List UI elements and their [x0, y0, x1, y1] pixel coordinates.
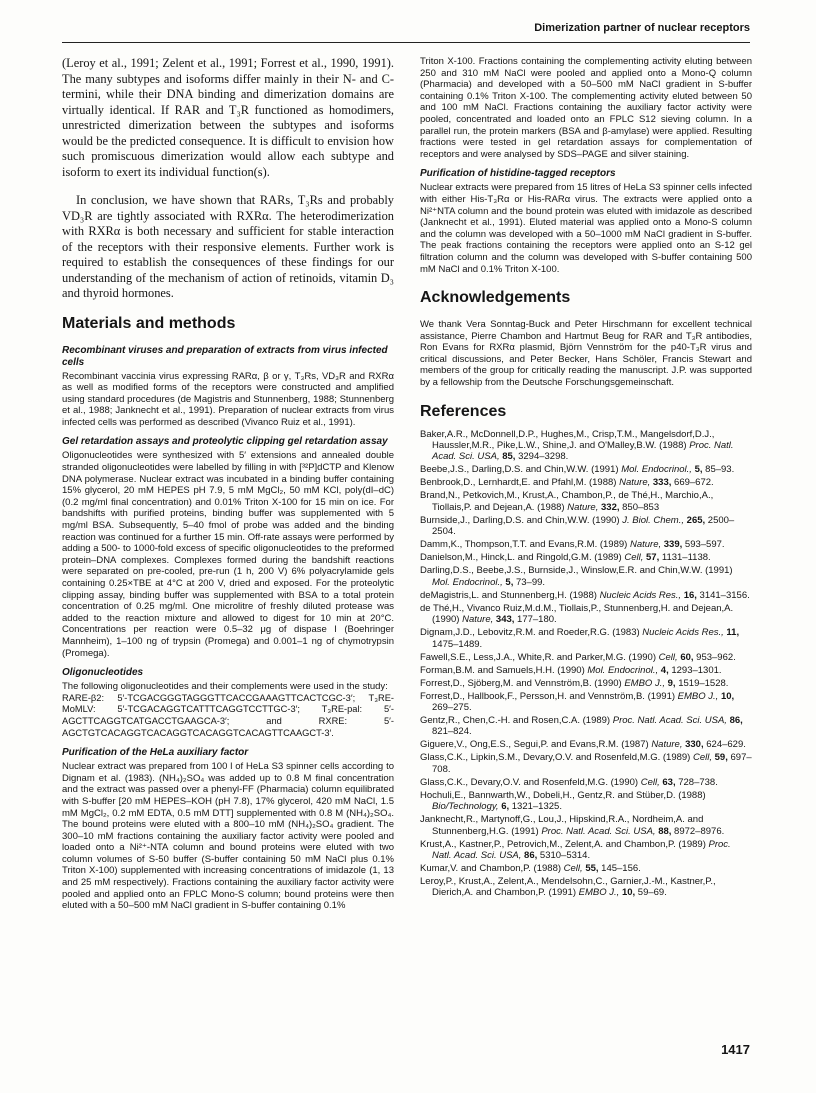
oligonucleotides-heading: Oligonucleotides: [62, 667, 144, 679]
ref-pages: 85–93.: [705, 464, 735, 476]
ref-pages: 697–708.: [432, 752, 752, 775]
ref-journal: Proc. Natl. Acad. Sci. USA,: [612, 714, 727, 726]
ref-authors: Burnside,J., Darling,D.S. and Chin,W.W. (1990): [420, 514, 620, 526]
methods-heading: Materials and methods: [62, 314, 236, 332]
oligo-rare-b2: RARE-β2: 5′-TCGACGGGTAGGGTTCACCGAAAGTTCACTCGC-3′;: [62, 692, 356, 703]
ref-volume: 88,: [658, 825, 672, 837]
ref-authors: Glass,C.K., Devary,O.V. and Rosenfeld,M.G. (1990): [420, 776, 639, 788]
intro-paragraph: (Leroy et al., 1991; Zelent et al., 1991; Forrest et al., 1990, 1991). The many subtypes and isoforms differ mainly in their N- and C-termini, while their DNA binding and dimerization domains are virtually identical. If RAR and T₃R functioned as homodimers, unrestricted dimerization between the subtypes and isoforms would be the predicted consequence. It is difficult to envision how such promiscuous dimerization would allow each subtype and isoform to exert its individual function(s).: [62, 56, 394, 179]
ref-volume: 5,: [505, 576, 514, 588]
ref-authors: Gentz,R., Chen,C.-H. and Rosen,C.A. (1989): [420, 714, 611, 726]
reference-item: [420, 590, 752, 601]
ref-volume: 11,: [726, 627, 740, 639]
ref-authors: Fawell,S.E., Less,J.A., White,R. and Parker,M.G. (1990): [420, 651, 657, 663]
reference-item: [420, 790, 752, 813]
ref-authors: Hochuli,E., Bannwarth,W., Dobeli,H., Gentz,R. and Stüber,D. (1988): [420, 789, 706, 801]
reference-item: [420, 652, 752, 663]
ref-journal: Mol. Endocrinol.,: [432, 576, 503, 588]
ref-volume: 85,: [502, 451, 516, 463]
reference-item: [420, 839, 752, 862]
ref-authors: Danielson,M., Hinck,L. and Ringold,G.M. (1989): [420, 552, 622, 564]
conclusion-paragraph: In conclusion, we have shown that RARs, T₃Rs and probably VD₃R are tightly associated with RXRα. The heterodimerization with RXRα is both necessary and sufficient for stable interaction of the receptors with their responsive elements. Further work is required to establish the consequences of these findings for our understanding of the mechanism of action of retinoids, vitamin D₃ and thyroid hormones.: [62, 193, 394, 300]
ref-authors: Leroy,P., Krust,A., Zelent,A., Mendelsohn,C., Garnier,J.-M., Kastner,P., Dierich,A. and Chambon,P. (1991): [420, 875, 716, 899]
page-number: 1417: [721, 1042, 750, 1057]
ref-journal: Cell,: [624, 552, 644, 564]
ref-pages: 1475–1489.: [432, 638, 483, 650]
reference-item: [420, 539, 752, 550]
ref-volume: 5,: [694, 464, 703, 476]
oligo-t3re: T₃RE-MoMLV: 5′-TCGACAGGTCATTTCAGGTCCTTGC-3′; T₃RE-pal: 5′-AGCTTCAGGTCATGACCTGAAGCA-3′; and RXRE: 5′-AGCTGTCACAGGTCACAGGTCACAGGTCACAGTTCAAGCT-3′.: [62, 692, 395, 738]
reference-item: [420, 515, 752, 538]
ref-journal: Nucleic Acids Res.,: [599, 589, 682, 601]
reference-item: [420, 565, 752, 588]
reference-item: [420, 477, 752, 488]
ref-pages: 669–672.: [674, 477, 714, 489]
reference-item: [420, 678, 752, 689]
ref-volume: 6,: [501, 801, 510, 813]
oligonucleotides-text: [62, 681, 394, 739]
ref-pages: 5310–5314.: [539, 849, 591, 861]
ref-volume: 265,: [686, 514, 706, 526]
ref-volume: 333,: [652, 477, 672, 489]
ref-journal: Cell,: [640, 776, 660, 788]
ref-journal: EMBO J.,: [677, 690, 719, 702]
ref-journal: Proc. Natl. Acad. Sci. USA,: [432, 838, 731, 861]
ref-volume: 339,: [663, 539, 683, 551]
ref-pages: 177–180.: [517, 614, 557, 626]
ref-authors: Baker,A.R., McDonnell,D.P., Hughes,M., Crisp,T.M., Mangelsdorf,D.J., Haussler,M.R., Pike,L.W., Shine,J. and O'Malley,B.W. (1988): [420, 428, 715, 452]
ref-authors: Giguere,V., Ong,E.S., Segui,P. and Evans,R.M. (1987): [420, 739, 649, 751]
ref-authors: Glass,C.K., Lipkin,S.M., Devary,O.V. and Rosenfeld,M.G. (1989): [420, 752, 691, 764]
ref-volume: 10,: [720, 690, 735, 702]
ref-journal: EMBO J.,: [578, 887, 620, 899]
ref-pages: 1519–1528.: [678, 677, 729, 689]
left-column: [62, 56, 394, 920]
reference-item: [420, 490, 752, 513]
ref-pages: 73–99.: [515, 576, 546, 588]
ref-journal: EMBO J.,: [624, 677, 665, 689]
hela-factor-heading: Purification of the HeLa auxiliary factor: [62, 747, 249, 759]
hela-factor-text: Nuclear extract was prepared from 100 l of HeLa S3 spinner cells according to Dignam et al. (1983). (NH₄)₂SO₄ was added up to 0.8 M final concentration and the extract was passed over a phenyl-FF (Pharmacia) column equilibrated with S-buffer [20 mM HEPES–KOH (pH 7.8), 17% glycerol, 420 mM NaCl, 1.5 mM MgCl₂, 0.2 mM EDTA, 0.5 mM DTT] supplemented with 0.8 M (NH₄)₂SO₄. The bound proteins were eluted with a 800–10 mM (NH₄)₂SO₄ gradient. The 300–10 mM fractions containing the auxiliary factor activity were pooled and loaded onto a Ni²⁺-NTA column and bound proteins were eluted with two column volumes of S-50 buffer (S-buffer containing 50 mM NaCl plus 0.1% Triton X-100) supplemented with increasing concentrations of imidazole (1, 13 and 25 mM respectively). Fractions containing the auxiliary factor activity were pooled and applied onto an FPLC Mono-S column; bound proteins were then eluted with a 50–500 mM NaCl gradient in S-buffer containing 0.1%: [62, 761, 394, 912]
reference-item: [420, 752, 752, 775]
ref-journal: Cell,: [692, 752, 712, 764]
acknowledgements-heading: Acknowledgements: [420, 289, 571, 307]
recombinant-viruses-text: Recombinant vaccinia virus expressing RARα, β or γ, T₃Rs, VD₃R and RXRα as well as modified forms of the receptors were constructed and amplified using standard procedures (de Magistris and Stunnenberg, 1988; Stunnenberg et al., 1988; Janknecht et al., 1991). Preparation of nuclear extracts from virus infected cells was performed as described (Vivanco Ruiz et al., 1991).: [62, 370, 394, 428]
header-rule: [62, 42, 750, 43]
ref-pages: 728–738.: [678, 776, 718, 788]
reference-item: [420, 552, 752, 563]
ref-volume: 60,: [680, 651, 694, 663]
ref-pages: 3294–3298.: [518, 451, 569, 463]
ref-pages: 59–69.: [637, 887, 667, 899]
ref-journal: Bio/Technology,: [432, 801, 499, 813]
ref-pages: 1293–1301.: [671, 664, 722, 676]
ref-volume: 4,: [660, 664, 669, 676]
ref-authors: Forrest,D., Sjöberg,M. and Vennström,B. (1990): [420, 677, 622, 689]
reference-item: [420, 863, 752, 874]
gel-retardation-heading: Gel retardation assays and proteolytic clipping gel retardation assay: [62, 436, 388, 448]
ref-authors: de Thé,H., Vivanco Ruiz,M.d.M., Tiollais,P., Stunnenberg,H. and Dejean,A. (1990): [420, 602, 734, 626]
reference-item: [420, 739, 752, 750]
ref-volume: 59,: [714, 752, 728, 764]
ref-pages: 2500–2504.: [432, 514, 735, 538]
ref-pages: 3141–3156.: [699, 589, 750, 601]
ref-journal: Nature,: [619, 477, 651, 489]
histidine-text: Nuclear extracts were prepared from 15 litres of HeLa S3 spinner cells infected with either His-T₃Rα or His-RARα virus. The extracts were applied onto a Ni²⁺NTA column and the bound protein was eluted with imidazole as described (Janknecht et al., 1991). Eluted material was applied onto a Mono-S column and the column was developed with a 50–1000 mM NaCl gradient in S-buffer. The peak fractions containing the receptors were applied onto an S-12 gel filtration column and the column was developed with S-buffer containing 500 mM NaCl and 0.1% Triton X-100.: [420, 182, 752, 275]
ref-journal: Proc. Natl. Acad. Sci. USA,: [541, 825, 656, 837]
ref-journal: Nature,: [651, 739, 683, 751]
ref-journal: Cell,: [563, 862, 583, 874]
reference-item: [420, 876, 752, 899]
ref-authors: Darling,D.S., Beebe,J.S., Burnside,J., Winslow,E.R. and Chin,W.W. (1991): [420, 565, 733, 577]
ref-volume: 16,: [683, 589, 697, 601]
ref-volume: 63,: [662, 776, 676, 788]
ref-volume: 55,: [585, 862, 599, 874]
hela-factor-continuation: Triton X-100. Fractions containing the complementing activity eluting between 250 and 310 mM NaCl were pooled and applied onto a Mono-Q column (Pharmacia) and developed with a 50–500 mM NaCl gradient in S-buffer containing 0.1% Triton X-100. The complementing activity eluted between 50 and 100 mM NaCl. Fractions containing the auxiliary factor activity were pooled, concentrated and loaded onto an FPLC S12 sieving column. In a parallel run, the protein markers (BSA and β-amylase) were applied. Resulting fractions were tested in gel retardation assays for complementation of receptors and were analysed by SDS–PAGE and silver staining.: [420, 56, 752, 160]
ref-authors: Janknecht,R., Martynoff,G., Lou,J., Hipskind,R.A., Nordheim,A. and Stunnenberg,H.G. (1991): [420, 814, 704, 837]
ref-pages: 145–156.: [601, 862, 641, 874]
ref-volume: 330,: [685, 739, 704, 751]
ref-journal: Cell,: [658, 651, 678, 663]
ref-authors: Damm,K., Thompson,T.T. and Evans,R.M. (1989): [420, 539, 628, 551]
ref-pages: 269–275.: [432, 701, 472, 713]
acknowledgements-text: We thank Vera Sonntag-Buck and Peter Hirschmann for excellent technical assistance, Pierre Chambon and Hartmut Beug for RAR and T₃R antibodies, Ron Evans for RXRα plasmid, Björn Vennström for the p40-T₃R virus and critical discussions, and Peter Becker, Hans Schöler, Francis Stewart and members of the group for critically reading the manuscript. J.P. was supported by a fellowship from the Deutsche Forschungsgemeinschaft.: [420, 319, 752, 389]
ref-journal: Mol. Endocrinol.,: [621, 464, 692, 476]
ref-authors: Forman,B.M. and Samuels,H.H. (1990): [420, 664, 585, 676]
ref-authors: Kumar,V. and Chambon,P. (1988): [420, 862, 562, 874]
ref-journal: Nature,: [629, 539, 662, 551]
ref-volume: 332,: [601, 501, 620, 513]
reference-item: [420, 627, 752, 650]
ref-volume: 57,: [646, 552, 660, 564]
ref-pages: 821–824.: [432, 726, 472, 738]
ref-volume: 10,: [621, 887, 636, 899]
ref-pages: 1131–1138.: [661, 552, 711, 564]
ref-pages: 953–962.: [696, 651, 736, 663]
ref-authors: Brand,N., Petkovich,M., Krust,A., Chambon,P., de Thé,H., Marchio,A., Tiollais,P. and Dejean,A. (1988): [420, 490, 714, 513]
right-column: [420, 56, 752, 900]
references-heading: References: [420, 402, 507, 420]
ref-authors: Benbrook,D., Lernhardt,E. and Pfahl,M. (1988): [420, 477, 617, 489]
ref-volume: 343,: [495, 614, 515, 626]
reference-item: [420, 691, 752, 714]
ref-volume: 86,: [524, 849, 538, 861]
reference-item: [420, 715, 752, 738]
reference-item: [420, 814, 752, 837]
oligonucleotides-intro: The following oligonucleotides and their complements were used in the study:: [62, 681, 388, 693]
reference-item: [420, 603, 752, 626]
ref-journal: Nucleic Acids Res.,: [642, 627, 724, 639]
ref-pages: 8972–8976.: [674, 825, 725, 837]
ref-pages: 593–597.: [684, 539, 725, 551]
ref-volume: 9,: [667, 677, 676, 689]
ref-authors: Krust,A., Kastner,P., Petrovich,M., Zelent,A. and Chambon,P. (1989): [420, 838, 706, 850]
recombinant-viruses-heading: Recombinant viruses and preparation of extracts from virus infected cells: [62, 344, 388, 368]
ref-journal: J. Biol. Chem.,: [622, 514, 685, 526]
ref-authors: deMagistris,L. and Stunnenberg,H. (1988): [420, 589, 597, 601]
ref-pages: 624–629.: [706, 739, 746, 751]
reference-item: [420, 429, 752, 463]
histidine-heading: Purification of histidine-tagged receptors: [420, 168, 616, 180]
ref-pages: 1321–1325.: [511, 801, 562, 813]
ref-authors: Forrest,D., Hallbook,F., Persson,H. and Vennström,B. (1991): [420, 690, 676, 702]
ref-journal: Nature,: [567, 501, 599, 513]
reference-item: [420, 464, 752, 475]
ref-journal: Mol. Endocrinol.,: [587, 664, 659, 676]
running-head: Dimerization partner of nuclear receptors: [534, 22, 750, 34]
ref-authors: Dignam,J.D., Lebovitz,R.M. and Roeder,R.G. (1983): [420, 627, 640, 639]
ref-authors: Beebe,J.S., Darling,D.S. and Chin,W.W. (1991): [420, 464, 619, 476]
ref-journal: Proc. Natl. Acad. Sci. USA,: [432, 440, 734, 463]
ref-pages: 850–853: [622, 501, 660, 513]
reference-item: [420, 777, 752, 788]
reference-list: [420, 429, 752, 899]
ref-journal: Nature,: [462, 614, 494, 626]
ref-volume: 86,: [729, 714, 743, 726]
gel-retardation-text: Oligonucleotides were synthesized with 5′ extensions and annealed double stranded oligonucleotides were labelled by filling in with [³²P]dCTP and Klenow DNA polymerase. Nuclear extract was incubated in a binding buffer containing 15% glycerol, 20 mM HEPES pH 7.9, 5 mM MgCl₂, 50 mM KCl, poly(dI–dC) (0.2 mg/ml final concentration) and 0.01% Triton X-100 for 15 min on ice. For bandshifts with purified proteins, binding buffer was supplemented with 5 mg/ml BSA. Subsequently, 5–40 fmol of probe was added and the binding reaction was continued for a further 15 min. Off-rate assays were performed by adding a 500- to 1000-fold excess of specific oligonucleotides to the preformed protein–DNA complexes. Complexes formed during the bandshift reactions were separated on pre-cooled, pre-run (1 h, 200 V) 6% polyacrylamide gels containing 0.25×TBE at 4°C at 200 V, dried and exposed. For the proteolytic clipping assay, binding buffer was supplemented with BSA to a total protein concentration of 0.25 mg/ml. One microlitre of freshly diluted protease was added to the reaction mixture and allowed to digest for 10 min at 20°C. Concentrations per reaction were 0.5–32 μg of dispase I (Boehringer Mannheim), 1–100 ng of trypsin (Promega) and 0.001–1 ng of chymotrypsin (Promega).: [62, 450, 394, 659]
reference-item: [420, 665, 752, 676]
